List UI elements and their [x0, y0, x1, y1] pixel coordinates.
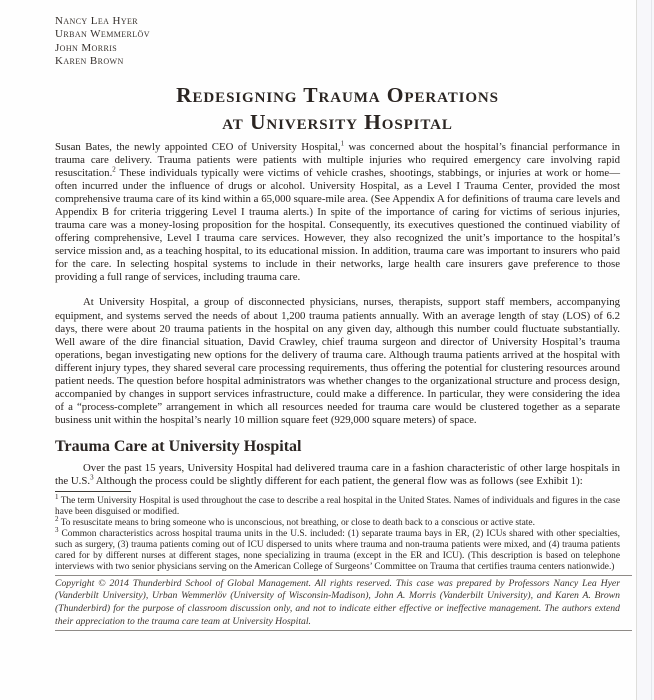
section-paragraph-1-text: Although the process could be slightly different for each patient, the general flow was as follows (see Exhibit 1): — [93, 475, 583, 488]
intro-paragraph-1-text: Susan Bates, the newly appointed CEO of University Hospital, — [55, 140, 341, 153]
section-paragraph-1-text: Over the past 15 years, University Hospital had delivered trauma care in a fashion characteristic of other large hospitals in the U.S. — [55, 462, 620, 488]
footnote-ref-1: 1 — [340, 139, 345, 148]
intro-paragraph-1-text: was concerned about the hospital’s financial performance in trauma care delivery. Trauma patients were patients with multiple injuries who required emergency care involving rapid resuscitation. — [55, 140, 620, 179]
author-1: Nancy Lea Hyer — [55, 15, 139, 27]
intro-paragraph-2: At University Hospital, a group of disconnected physicians, nurses, therapists, support staff members, accompanying equipment, and systems served the needs of about 1,200 trauma patients annually. With an average length of stay (LOS) of 6.2 days, there were about 20 trauma patients in the hospital on any given day, although this number could fluctuate substantially. Well aware of the dire financial situation, David Crawley, chief trauma surgeon and director of University Hospital’s trauma operations, began investigating new options for the delivery of trauma care. Although trauma patients arrived at the hospital with different injury types, they shared several care processing requirements, thus offering the potential for clustering resources around patient needs. The question before hospital administrators was whether changes to the organizational structure and process design, accompanied by changes in support services infrastructure, could make a difference. In particular, they were considering the idea of a “process-complete” arrangement in which all resources needed for trauma care would be clustered together as a separate business unit within the hospital’s nearly 10 million square feet (929,000 square meters) of space. — [55, 296, 620, 427]
author-list — [55, 15, 620, 69]
footnote-3-marker: 3 — [55, 526, 59, 535]
divider-below-copyright — [55, 630, 632, 631]
footnote-ref-3: 3 — [90, 473, 94, 482]
section-heading: Trauma Care at University Hospital — [55, 438, 302, 456]
intro-paragraph-1 — [55, 141, 620, 285]
author-4: Karen Brown — [55, 55, 124, 68]
footnote-1 — [55, 493, 620, 518]
footnote-2 — [55, 515, 620, 529]
section-paragraph-1 — [55, 462, 620, 488]
footnote-3 — [55, 526, 620, 573]
author-3: John Morris — [55, 41, 118, 54]
intro-paragraph-1-text: These individuals typically were victims of vehicle crashes, shootings, stabbings, or injuries at work or home—often incurred under the influence of drugs or alcohol. University Hospital, as a Level I Trauma Center, provided the most comprehensive trauma care of its kind within a 65,000 square-mile area. (See Appendix A for definitions of trauma care levels and Appendix B for criteria triggering Level I trauma alerts.) In spite of the importance of caring for victims of serious injuries, trauma care was a money-losing proposition for the hospital. Consequently, its executives questioned the continued viability of offering comprehensive, Level I trauma care services. However, they also recognized the unit’s importance to the hospital’s service mission and, as a teaching hospital, to its educational mission. In addition, trauma care was important to insurers who paid for the care. In selecting hospital systems to include in their networks, large health care insurers gave preference to those providing a full range of services, including trauma care. — [55, 166, 620, 284]
footnote-2-text: To resuscitate means to bring someone who is unconscious, not breathing, or close to death back to a conscious or active state. — [60, 518, 535, 529]
case-title-line-1: Redesigning Trauma Operations — [176, 82, 499, 107]
copyright-notice: Copyright © 2014 Thunderbird School of Global Management. All rights reserved. This case was prepared by Professors Nancy Lea Hyer (Vanderbilt University), Urban Wemmerlöv (University of Wisconsin-Madison), John A. Morris (Vanderbilt University), and Karen A. Brown (Thunderbird) for the purpose of classroom discussion only, and not to indicate either effective or ineffective management. The authors extend their appreciation to the trauma care team at University Hospital. — [55, 577, 620, 627]
footnote-separator — [55, 491, 131, 492]
footnote-ref-2: 2 — [112, 165, 116, 174]
page-scan-edge — [636, 0, 654, 700]
divider-above-copyright — [55, 575, 632, 576]
author-2: Urban Wemmerlöv — [55, 28, 150, 41]
footnote-3-text: Common characteristics across hospital trauma units in the U.S. included: (1) separate trauma bays in ER, (2) ICUs shared with other specialties, such as surgery, (3) trauma patients coming out of ICU dispersed to units where trauma and non-trauma patients were mixed, and (4) trauma patients cared for by different nurses at different stages, none specializing in trauma (except in the ER and ICU). (This description is based on telephone interviews with two senior physicians serving on the American College of Surgeons’ Committee on Trauma that certifies trauma centers nationwide.) — [55, 529, 620, 572]
footnote-1-text: The term University Hospital is used throughout the case to describe a real hospital in the United States. Names of individuals and figures in the case have been disguised or modified. — [55, 496, 620, 518]
page-scan-edge-line — [651, 0, 652, 700]
case-title-line-2: at University Hospital — [222, 109, 453, 134]
footnote-1-marker: 1 — [55, 493, 59, 502]
case-title — [55, 82, 620, 136]
footnote-2-marker: 2 — [55, 515, 59, 524]
